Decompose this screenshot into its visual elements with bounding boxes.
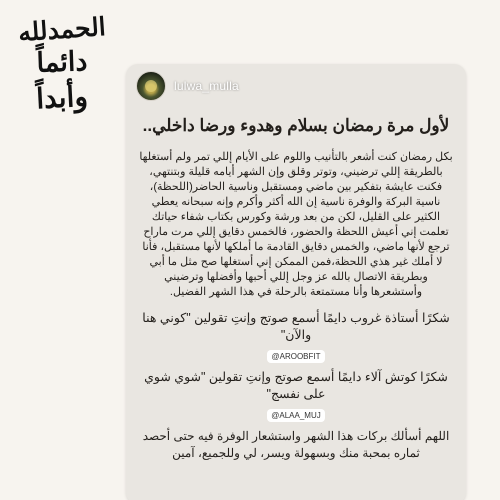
calligraphy-line-1: الحمدلله [17, 11, 107, 48]
prayer-text: اللهم أسألك بركات هذا الشهر واستشعار الوفرة فيه حتى أحصد ثماره بمحبة منك وبسهولة ويسر، لي وللجميع، آمين [142, 429, 450, 460]
quote-alaa: شكرًا كوتش آلاء دايمًا أسمع صوتج وإنتِ تقولين "شوي شوي على نفسج" [144, 370, 448, 401]
post-content [138, 114, 454, 500]
mention-aroobfit[interactable]: @AROOBFIT [267, 350, 324, 363]
calligraphy-title [8, 11, 116, 118]
calligraphy-line-2: دائماً [36, 46, 88, 79]
calligraphy-line-3: وأبداً [35, 79, 89, 116]
post-card [126, 64, 466, 500]
avatar[interactable] [136, 71, 166, 101]
username[interactable]: lulwa_mulla [174, 79, 239, 93]
post-header[interactable] [136, 70, 239, 102]
post-body: بكل رمضان كنت أشعر بالتأنيب واللوم على الأيام إللي تمر ولم أستغلها بالطريقة إللي ترضيني، وتوتر وقلق وإن الشهر أيامه قليلة وبتنتهي، فكنت عايشة بتفكير بين ماضي ومستقبل وناسية الحاضر(اللحظة)، ناسية البركة والوفرة ناسية إن الله أكثر وأكرم وإنه سبحانه يعطي الكثير على القليل، لكن من بعد ورشة وكورس بكتاب شفاء حياتك تعلمت إني أعيش اللحظة والحضور، فالخمس دقايق إللي مرت ماراح ترجع لأنها ماضي، والخمس دقايق القادمة ما أملكها لأنها مستقبل، فأنا لا أملك غير هذي اللحظة،فمن الممكن إني أستغلها صح مثل ما أبي وبطريقة الاتصال بالله عز وجل إللي أحبها وأفضلها وترضيني وأستشعرها وأنا مستمتعة بالرحلة في هذا الشهر الفضيل. [139, 151, 453, 298]
quote-aroob: شكرًا أستاذة غروب دايمًا أسمع صوتج وإنتِ تقولين "كوني هنا والآن" [142, 311, 450, 342]
mention-alaa-muj[interactable]: @ALAA_MUJ [267, 409, 324, 422]
post-title: لأول مرة رمضان بسلام وهدوء ورضا داخلي.. [142, 116, 450, 135]
